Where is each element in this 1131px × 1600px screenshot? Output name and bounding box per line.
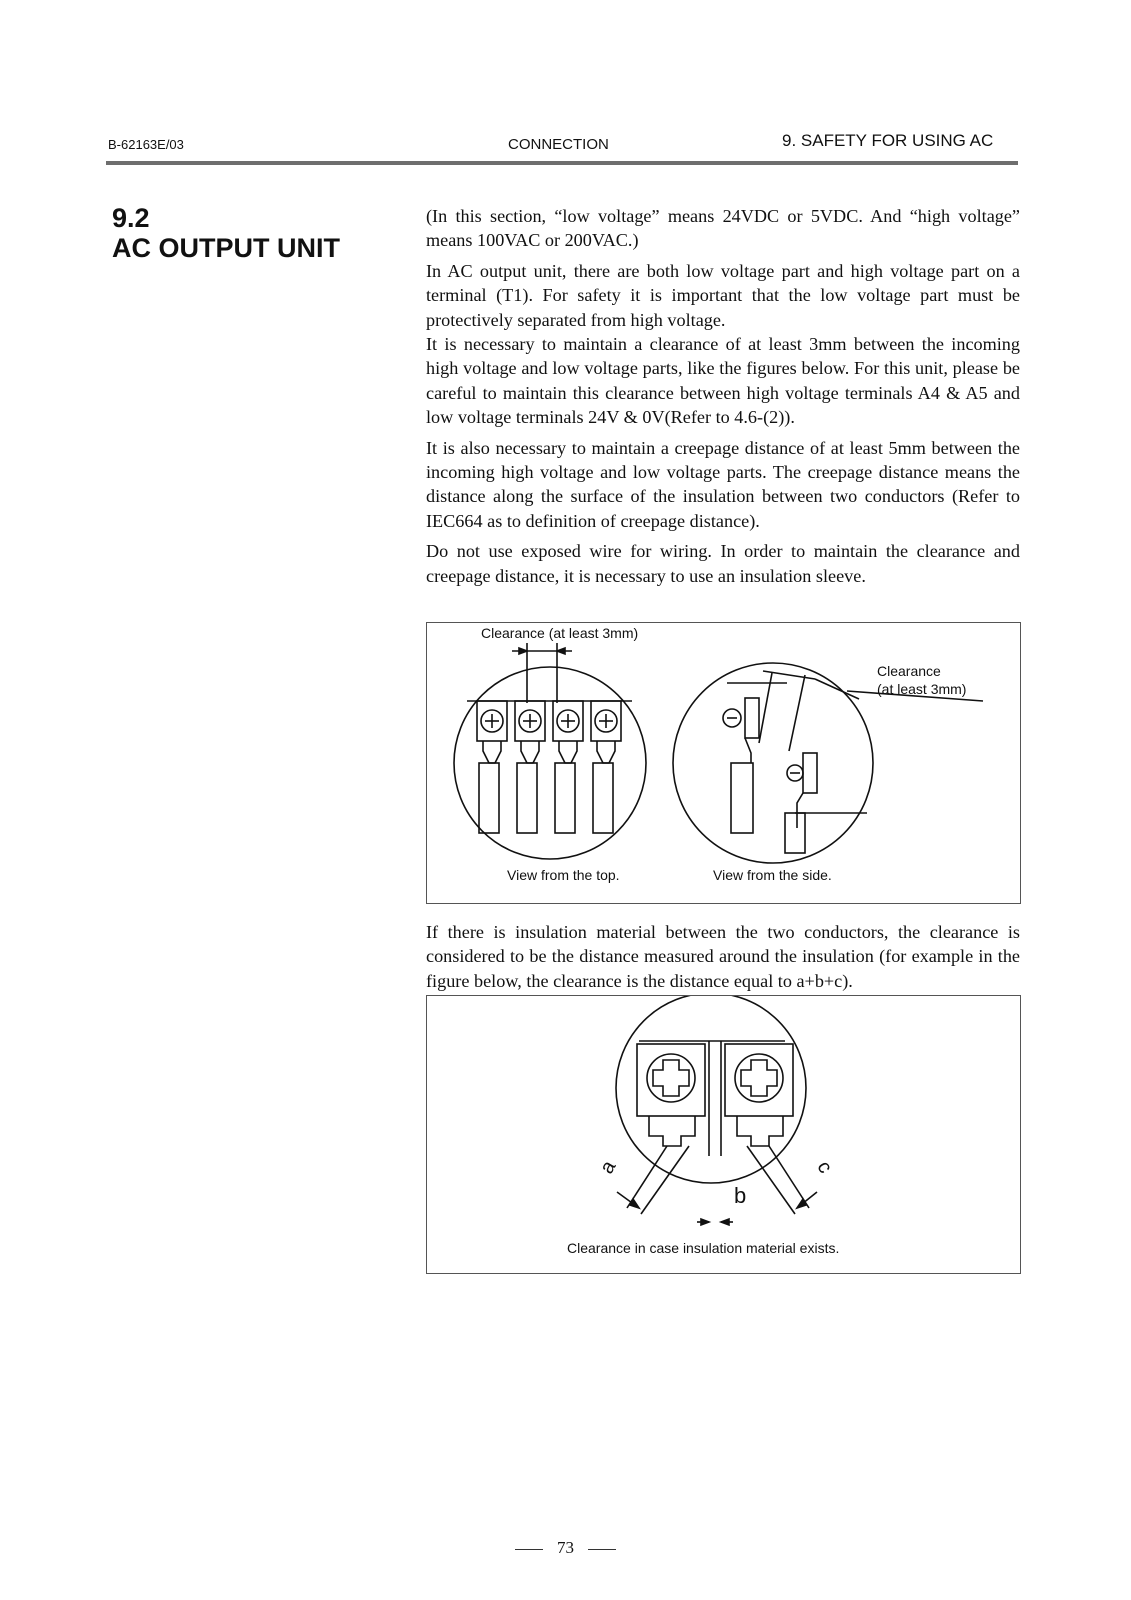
page-number-value: 73 xyxy=(557,1538,574,1557)
page-number xyxy=(0,1538,1131,1558)
figure-clearance xyxy=(426,622,1021,904)
paragraph: Do not use exposed wire for wiring. In order to maintain the clearance and creepage distance, it is necessary to use an insulation sleeve. xyxy=(426,541,1020,586)
insulation-diagram xyxy=(427,996,1020,1273)
doc-code: B-62163E/03 xyxy=(108,137,184,152)
side-view-circle xyxy=(673,663,873,863)
clearance-label-right: Clearance xyxy=(877,663,941,679)
body-text-2 xyxy=(426,920,1020,999)
caption-top-view: View from the top. xyxy=(507,867,620,883)
section-title: AC OUTPUT UNIT xyxy=(112,233,340,263)
label-b: b xyxy=(734,1183,747,1208)
header-chapter: CONNECTION xyxy=(508,136,609,153)
label-c: c xyxy=(812,1157,837,1178)
clearance-label-top: Clearance (at least 3mm) xyxy=(481,625,639,641)
clearance-label-right-sub: (at least 3mm) xyxy=(877,681,967,697)
terminal-group xyxy=(467,701,632,833)
paragraph: If there is insulation material between the two conductors, the clearance is considered to be the distance measured around the insulation (for example in the figure below, the clearance is the distance equal to a+b+c). xyxy=(426,922,1020,991)
page-number-dash-right xyxy=(588,1549,616,1550)
header-section: 9. SAFETY FOR USING AC xyxy=(782,131,994,150)
header-rule xyxy=(106,161,1018,165)
paragraph: (In this section, “low voltage” means 24VDC or 5VDC. And “high voltage” means 100VAC or 200VAC.) xyxy=(426,206,1020,251)
paragraph: In AC output unit, there are both low voltage part and high voltage part on a terminal (T1). For safety it is important that the low voltage part must be protectively separated from high voltage. xyxy=(426,260,1020,330)
paragraph: It is necessary to maintain a clearance of at least 3mm between the incoming high voltage and low voltage parts, like the figures below. For this unit, please be careful to maintain this clearance between high voltage terminals A4 & A5 and low voltage terminals 24V & 0V(Refer to 4.6-(2)). xyxy=(426,334,1020,428)
body-text xyxy=(426,204,1020,594)
caption-side-view: View from the side. xyxy=(713,867,832,883)
label-a: a xyxy=(595,1156,621,1178)
section-number: 9.2 xyxy=(112,203,150,233)
insulation-circle xyxy=(616,996,806,1183)
paragraph: It is also necessary to maintain a creepage distance of at least 5mm between the incoming high voltage and low voltage parts. The creepage distance means the distance along the surface of the insulation between two conductors (Refer to IEC664 as to definition of creepage distance). xyxy=(426,437,1020,531)
page-number-dash-left xyxy=(515,1549,543,1550)
caption-insulation: Clearance in case insulation material exists. xyxy=(567,1240,840,1256)
figure-insulation xyxy=(426,995,1021,1274)
